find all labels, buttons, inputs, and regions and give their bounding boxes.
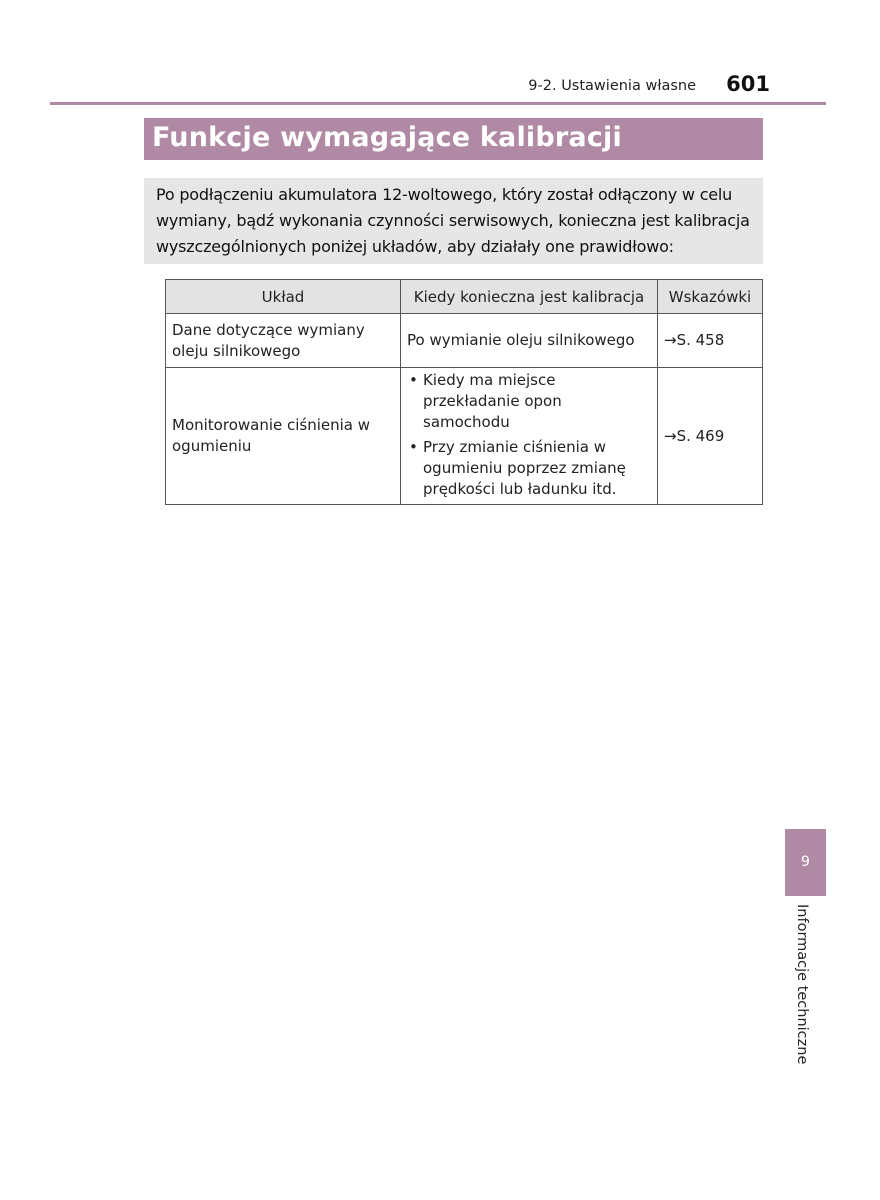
cell-when: [401, 368, 658, 505]
page-title: Funkcje wymagające kalibracji: [152, 122, 622, 153]
cell-when: Po wymianie oleju silnikowego: [401, 314, 658, 368]
title-bar: [144, 118, 763, 160]
table-row: [166, 368, 763, 505]
bullet-item: • Przy zmianie ciśnienia w ogumieniu poprzez zmianę prędkości lub ładunku itd.: [409, 438, 626, 498]
table-header-row: [166, 280, 763, 314]
calibration-table: [165, 279, 763, 505]
cell-reference: [658, 368, 763, 505]
cell-system: Dane dotyczące wymiany oleju silnikowego: [166, 314, 401, 368]
cell-system: Monitorowanie ciśnienia w ogumieniu: [166, 368, 401, 505]
column-header-when: Kiedy konieczna jest kalibracja: [401, 280, 658, 314]
intro-box: [144, 178, 763, 264]
cell-reference: [658, 314, 763, 368]
column-header-system: Układ: [166, 280, 401, 314]
bullet-item: • Kiedy ma miejsce przekładanie opon samochodu: [409, 371, 562, 431]
page-reference-link[interactable]: →S. 469: [664, 426, 725, 445]
page-number: 601: [726, 72, 770, 96]
chapter-label: Informacje techniczne: [794, 904, 810, 1065]
page-header: [50, 72, 826, 105]
page-reference-link[interactable]: →S. 458: [664, 331, 725, 349]
chapter-number: 9: [801, 854, 810, 870]
intro-text: Po podłączeniu akumulatora 12-woltowego, który został odłączony w celu wymiany, bądź wykonania czynności serwisowych, konieczna jest kalibracja wyszczególnionych poniżej układów, aby działały one prawidłowo:: [156, 185, 750, 256]
section-label: 9-2. Ustawienia własne: [528, 78, 696, 94]
table-row: [166, 314, 763, 368]
bullet-icon: •: [409, 438, 418, 456]
bullet-icon: •: [409, 371, 418, 389]
column-header-reference: Wskazówki: [658, 280, 763, 314]
bullet-list: [407, 370, 651, 500]
chapter-tab[interactable]: [785, 829, 826, 896]
